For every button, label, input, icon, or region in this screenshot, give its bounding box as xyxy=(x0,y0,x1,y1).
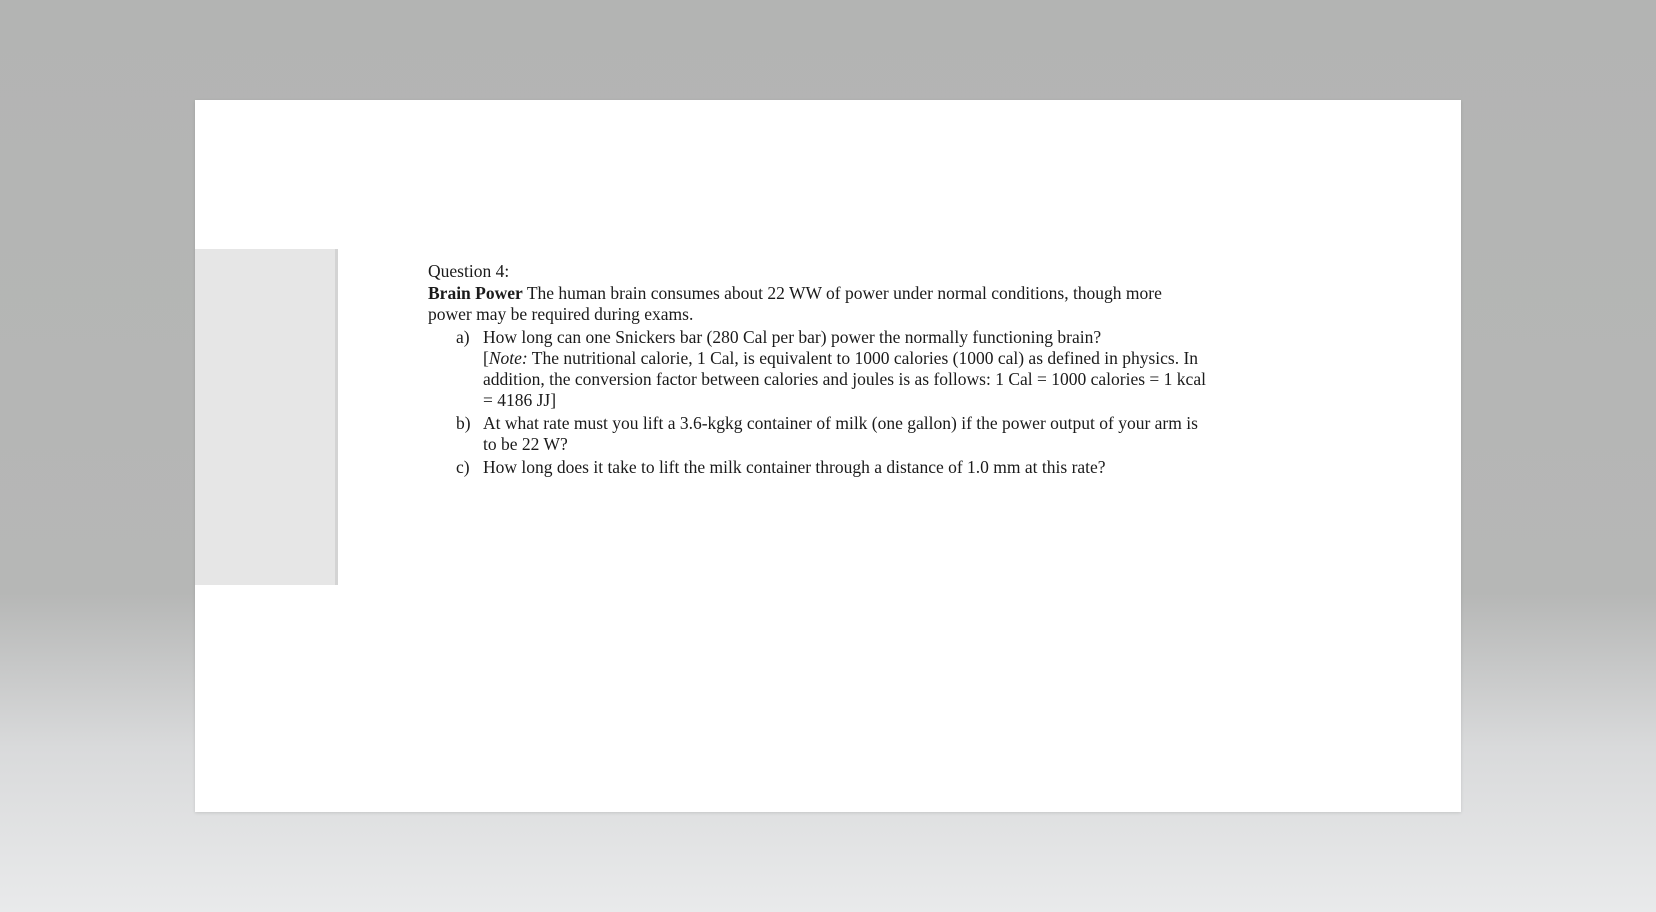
part-a xyxy=(428,327,1208,411)
question-heading: Question 4: xyxy=(428,261,510,281)
part-a-letter: a) xyxy=(456,327,470,347)
question-content xyxy=(428,261,1208,478)
part-b xyxy=(428,413,1208,455)
part-b-text: At what rate must you lift a 3.6-kgkg container of milk (one gallon) if the power output of your arm is to be 22 W? xyxy=(483,413,1198,454)
part-b-letter: b) xyxy=(456,413,471,433)
side-panel xyxy=(195,249,338,585)
part-a-note-open: [ xyxy=(483,348,489,368)
question-parts xyxy=(428,327,1208,478)
part-a-note-text: The nutritional calorie, 1 Cal, is equivalent to 1000 calories (1000 cal) as defined in physics. In addition, the conversion factor between calories and joules is as follows: 1 Cal = 1000 calories = 1 kcal = 4186 JJ] xyxy=(483,348,1206,410)
question-title: Brain Power xyxy=(428,283,523,303)
part-c-text: How long does it take to lift the milk container through a distance of 1.0 mm at this rate? xyxy=(483,457,1106,477)
part-c-letter: c) xyxy=(456,457,470,477)
part-a-text: How long can one Snickers bar (280 Cal per bar) power the normally functioning brain? xyxy=(483,327,1102,347)
question-intro-text: The human brain consumes about 22 WW of power under normal conditions, though more power may be required during exams. xyxy=(428,283,1162,324)
part-a-body xyxy=(483,327,1208,411)
question-intro xyxy=(428,283,1208,325)
part-a-note-label: Note: xyxy=(488,348,528,368)
part-a-note xyxy=(483,348,1206,410)
part-c xyxy=(428,457,1208,478)
document-page xyxy=(195,100,1461,812)
